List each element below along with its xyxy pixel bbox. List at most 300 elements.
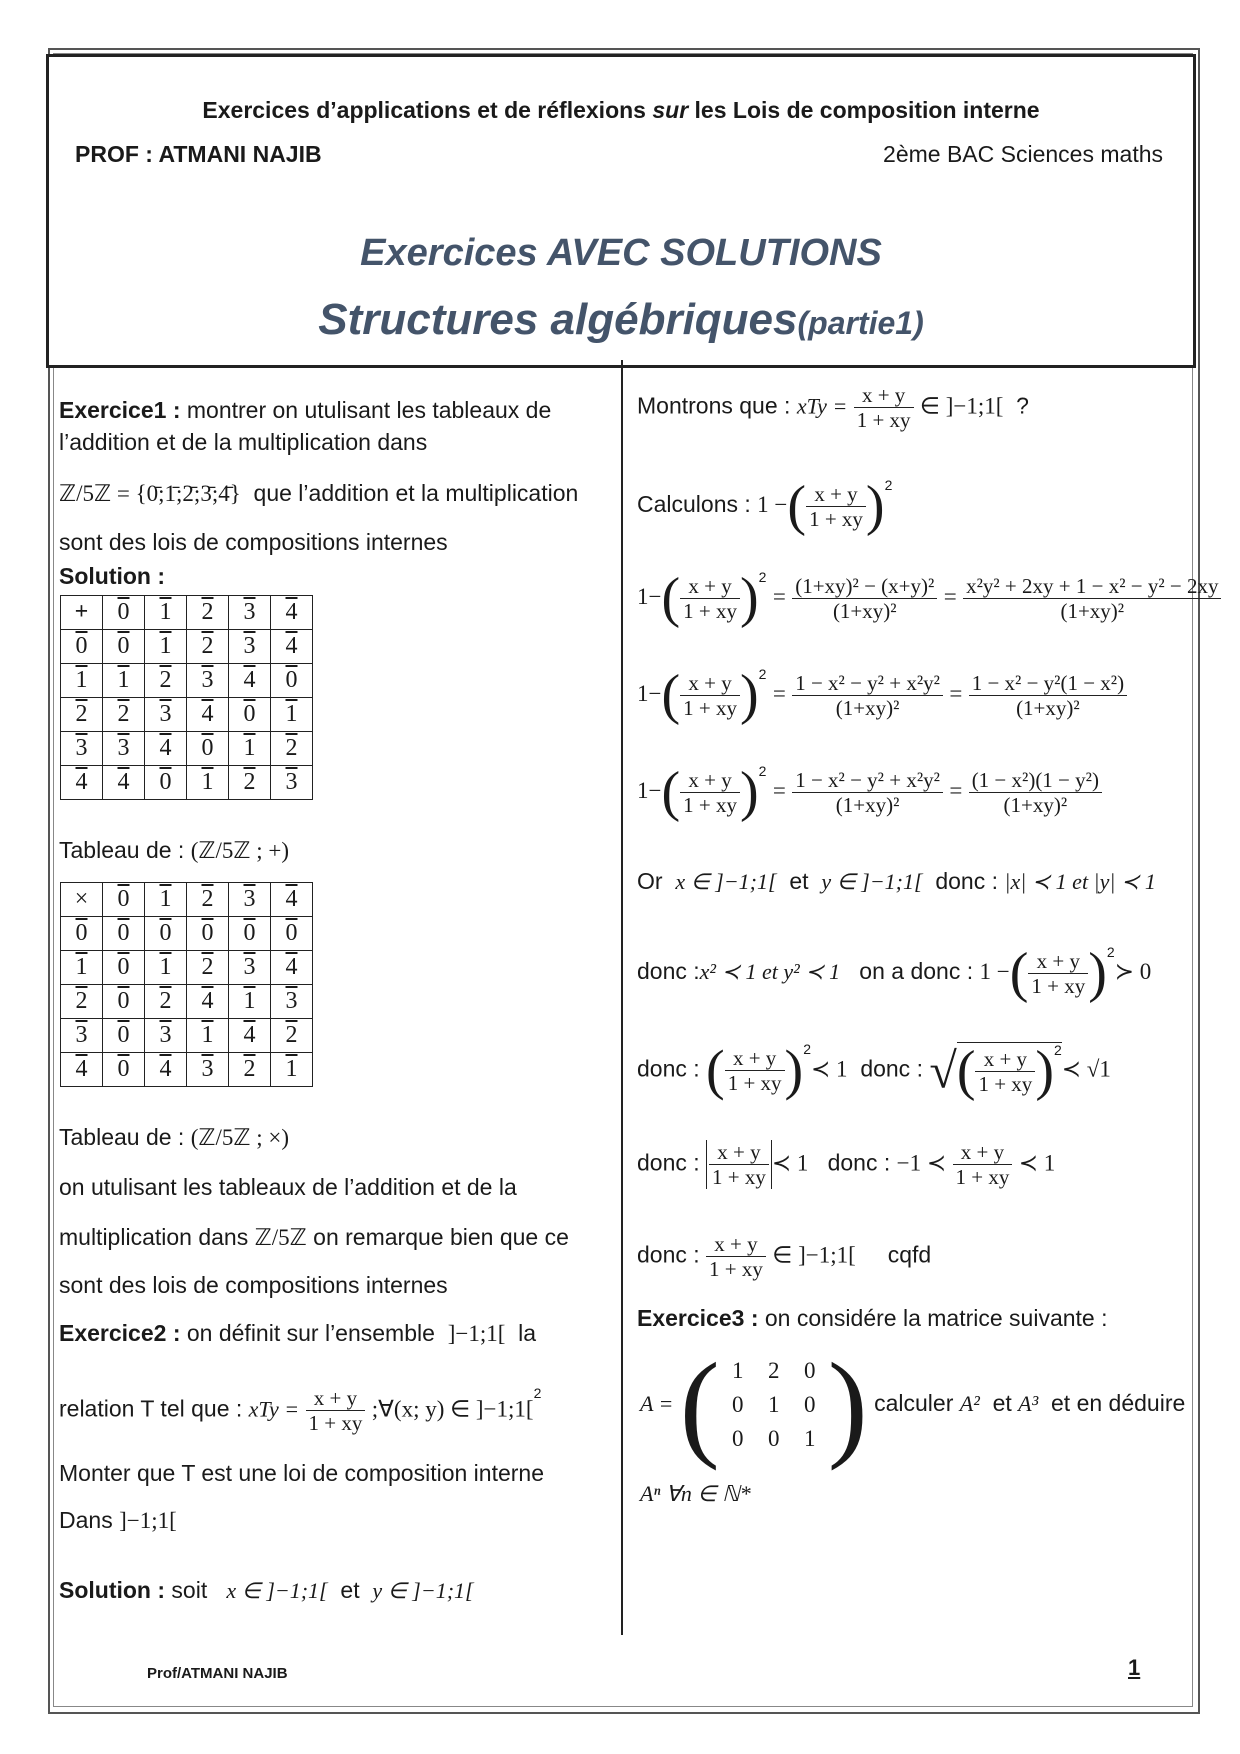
l1-num: x + y (680, 574, 740, 599)
mul-table-cell (61, 985, 103, 1019)
calc-fraction (806, 482, 866, 531)
add-table-cell-value: 1 (159, 633, 172, 659)
mul-table-cell (61, 917, 103, 951)
l2-mid-num: 1 − x² − y² + x²y² (792, 671, 943, 696)
d2-paren-open: ( (706, 1039, 725, 1102)
mul-table-cell-value: 0 (117, 1022, 130, 1048)
l2-exp: 2 (758, 666, 767, 682)
matrix-paren-open: ( (679, 1338, 720, 1471)
add-table-row (61, 630, 313, 664)
add-table-cell-value: 0 (159, 769, 172, 795)
d3-den: 1 + xy (712, 1165, 766, 1189)
add-table-cell-value: 1 (75, 667, 88, 693)
d1-paren-open: ( (1009, 942, 1029, 1004)
mul-table-cell (187, 917, 229, 951)
add-table-cell (187, 732, 229, 766)
matrix-row (720, 1422, 828, 1456)
add-table-cell-value: 2 (201, 633, 214, 659)
add-table-cell-value: + (74, 599, 89, 625)
montrons-fraction (854, 383, 914, 432)
donc-line4 (637, 1232, 931, 1281)
montrons-rhs: ∈ ]−1;1[ (919, 393, 1004, 419)
sol2-et: et (340, 1577, 360, 1603)
add-table-cell (229, 766, 271, 800)
add-table-cell (103, 596, 145, 630)
ex3-a3: A³ (1018, 1391, 1039, 1417)
addition-table (60, 595, 313, 800)
add-table-cell-value: 2 (117, 701, 130, 727)
donc-line3 (637, 1140, 1055, 1189)
or-m2: y ∈ ]−1;1[ (821, 869, 923, 894)
d4-den: 1 + xy (709, 1257, 763, 1281)
l2-one: 1− (637, 681, 662, 707)
matrix-entry: 0 (804, 1392, 816, 1417)
add-table-cell (61, 664, 103, 698)
add-table-cell-value: 4 (285, 599, 298, 625)
mul-table-cell-value: × (74, 886, 89, 912)
d3-pre2: −1 ≺ (896, 1150, 947, 1176)
ex3-et: et (992, 1390, 1012, 1417)
mul-table-cell-value: 0 (117, 920, 130, 946)
d1-post: ≻ 0 (1114, 959, 1152, 985)
add-table-cell (271, 630, 313, 664)
add-table-cell (229, 630, 271, 664)
add-table-cell-value: 1 (159, 599, 172, 625)
add-table-cell (61, 698, 103, 732)
mul-table-cell (187, 1053, 229, 1087)
mul-table-cell (145, 1019, 187, 1053)
mul-table-cell-value: 0 (243, 920, 256, 946)
mul-table-row (61, 1053, 313, 1087)
mul-table-cell (229, 1053, 271, 1087)
mul-table-cell (271, 883, 313, 917)
mul-table-cell (271, 917, 313, 951)
matrix-entry: 1 (732, 1358, 744, 1383)
mul-table-cell (103, 985, 145, 1019)
ex1-text3: que l’addition et la multiplication (253, 480, 579, 506)
mul-table-cell-value: 1 (75, 954, 88, 980)
add-table-cell-value: 0 (75, 633, 88, 659)
d2-label2: donc : (860, 1055, 923, 1082)
title-structures (49, 295, 1193, 345)
add-table-cell-value: 4 (243, 667, 256, 693)
l3-rhs-fraction (969, 768, 1102, 817)
mul-table-cell (103, 951, 145, 985)
mul-table-cell (61, 951, 103, 985)
d1-label2: on a donc : (859, 958, 974, 985)
mul-table-cell (187, 985, 229, 1019)
l3-exp: 2 (758, 763, 767, 779)
calc-exp: 2 (884, 477, 893, 493)
l3-fraction (680, 768, 740, 817)
d4-label: donc : (637, 1241, 700, 1268)
mul-table-cell-value: 0 (117, 954, 130, 980)
mul-table-cell (271, 951, 313, 985)
add-table-cell-value: 1 (117, 667, 130, 693)
matrix-entry: 0 (732, 1426, 744, 1451)
d2-exp: 2 (803, 1041, 811, 1057)
matrix-row (720, 1354, 828, 1388)
l2-eq1: = (772, 681, 786, 707)
add-table-row (61, 698, 313, 732)
add-table-cell-value: 0 (117, 633, 130, 659)
header-box (46, 54, 1196, 368)
add-table-row (61, 596, 313, 630)
mul-table-row (61, 917, 313, 951)
l3-paren-open: ( (661, 761, 681, 823)
add-table-cell-value: 4 (201, 701, 214, 727)
or-m3: |x| ≺ 1 et |y| ≺ 1 (1004, 869, 1156, 894)
l3-num: x + y (680, 768, 740, 793)
d3-post: ≺ 1 (771, 1150, 809, 1176)
mul-table-cell-value: 0 (201, 920, 214, 946)
mul-table-cell-value: 3 (243, 886, 256, 912)
mul-table-cell-value: 0 (285, 920, 298, 946)
d2-label: donc : (637, 1055, 700, 1082)
l3-eq2: = (949, 778, 963, 804)
montrons-den: 1 + xy (856, 408, 911, 432)
add-table-cell (271, 732, 313, 766)
montrons-num: x + y (854, 383, 914, 408)
or-m1: x ∈ ]−1;1[ (675, 869, 777, 894)
l3-den: 1 + xy (683, 792, 737, 817)
ex2-interval: ]−1;1[ (447, 1321, 506, 1346)
mul-table-cell (145, 917, 187, 951)
ex2-text2: relation T tel que : (59, 1395, 243, 1422)
cqfd: cqfd (887, 1241, 932, 1268)
matrix-row (720, 1388, 828, 1422)
add-table-cell-value: 2 (285, 735, 298, 761)
d1-fraction (1028, 949, 1088, 998)
add-table-cell-value: 3 (201, 667, 214, 693)
mul-table-cell-value: 1 (159, 886, 172, 912)
l1-paren-open: ( (661, 567, 681, 629)
montrons-label: Montrons que : (637, 392, 791, 419)
ex1-line2: l’addition et de la multiplication dans (59, 429, 428, 455)
add-table-cell (145, 664, 187, 698)
concl2-math: ℤ/5ℤ (254, 1225, 307, 1250)
ex2-line3: Monter que T est une loi de composition interne (59, 1460, 544, 1486)
tableau-add-label: Tableau de : (59, 837, 185, 863)
l1-mid-den: (1+xy)² (832, 598, 897, 623)
ex3-an: Aⁿ ∀n ∈ ℕ* (640, 1481, 751, 1506)
l3-mid-num: 1 − x² − y² + x²y² (792, 768, 943, 793)
add-table-cell (187, 664, 229, 698)
mul-table-cell-value: 0 (159, 920, 172, 946)
header-subtitle (49, 97, 1193, 124)
add-table-cell (103, 766, 145, 800)
l3-paren-close: ) (739, 761, 759, 823)
ex3-lhs: A = (640, 1391, 674, 1417)
d3-fraction (709, 1140, 769, 1189)
matrix-entry: 0 (732, 1392, 744, 1417)
mul-table-cell-value: 4 (285, 886, 298, 912)
d2b-exp: 2 (1053, 1042, 1062, 1058)
add-table-cell-value: 4 (75, 769, 88, 795)
mul-table-cell (103, 917, 145, 951)
mul-table-cell (145, 1053, 187, 1087)
or-et: et (789, 868, 809, 894)
add-table-cell-value: 3 (285, 769, 298, 795)
d1-paren-close: ) (1088, 942, 1107, 1004)
mul-table-cell (271, 985, 313, 1019)
donc-line1 (637, 942, 1152, 1004)
l1-rhs-fraction (963, 574, 1221, 623)
sqrt-body (956, 1040, 1062, 1102)
tableau-add-math: (ℤ/5ℤ ; +) (190, 838, 290, 863)
ex3-label: Exercice3 : (637, 1305, 759, 1331)
l3-mid-fraction (792, 768, 943, 817)
add-table-cell (61, 732, 103, 766)
l3-rhs-num: (1 − x²)(1 − y²) (969, 768, 1102, 793)
l3-eq1: = (772, 778, 786, 804)
mul-table-cell-value: 0 (117, 1056, 130, 1082)
d3-label: donc : (637, 1149, 700, 1176)
matrix-entry: 2 (768, 1358, 780, 1383)
add-table-cell-value: 0 (201, 735, 214, 761)
mul-table-cell-value: 3 (75, 1022, 88, 1048)
expansion-line1 (637, 567, 1221, 629)
ex3-text1: on considére la matrice suivante : (758, 1305, 1108, 1331)
ex2-text4: Dans (59, 1507, 113, 1533)
l1-eq2: = (943, 584, 957, 610)
add-table-cell-value: 2 (159, 667, 172, 693)
add-table-cell-value: 3 (159, 701, 172, 727)
add-table-cell-value: 4 (159, 735, 172, 761)
montrons-question: ? (1016, 392, 1029, 419)
mul-table-cell-value: 4 (243, 1022, 256, 1048)
add-table-cell-value: 0 (243, 701, 256, 727)
add-table-cell (145, 596, 187, 630)
mul-table-cell-value: 4 (75, 1056, 88, 1082)
add-table-cell (187, 698, 229, 732)
ex3-text3: et en déduire (1051, 1390, 1186, 1417)
mul-table-cell-value: 3 (201, 1056, 214, 1082)
d2b-num: x + y (975, 1047, 1035, 1072)
l1-exp: 2 (758, 569, 767, 585)
header-level: 2ème BAC Sciences maths (883, 141, 1163, 167)
title-main: Structures algébriques (318, 295, 798, 344)
sol2-m1: x ∈ ]−1;1[ (226, 1578, 328, 1603)
l1-one: 1− (637, 584, 662, 610)
title-part: (partie1) (797, 305, 924, 341)
tableau-mul-line (59, 1122, 289, 1153)
mul-table-cell-value: 1 (243, 988, 256, 1014)
ex2-def-exp: 2 (533, 1385, 542, 1401)
mul-table-cell-value: 2 (243, 1056, 256, 1082)
mul-table-cell-value: 2 (75, 988, 88, 1014)
mul-table-cell (271, 1019, 313, 1053)
ex2-text1b: la (518, 1320, 537, 1346)
mul-table-cell-value: 2 (201, 886, 214, 912)
d2b-paren-close: ) (1035, 1040, 1054, 1102)
l2-rhs-fraction (969, 671, 1127, 720)
add-table-cell (61, 596, 103, 630)
mul-table-cell (229, 883, 271, 917)
l2-rhs-den: (1+xy)² (1016, 695, 1080, 720)
calc-den: 1 + xy (809, 506, 863, 531)
l2-den: 1 + xy (683, 695, 737, 720)
ex3-a2: A² (959, 1391, 980, 1417)
add-table-cell (103, 698, 145, 732)
add-table-cell-value: 3 (243, 633, 256, 659)
title-exercices: Exercices AVEC SOLUTIONS (360, 232, 882, 274)
ex1-label: Exercice1 : (59, 397, 181, 423)
l1-rhs-den: (1+xy)² (1060, 598, 1125, 623)
ex2-line1 (59, 1318, 536, 1349)
l1-mid-num: (1+xy)² − (x+y)² (792, 574, 937, 599)
mul-table-cell (187, 883, 229, 917)
mul-table-cell (229, 985, 271, 1019)
sqrt-symbol: √ (929, 1042, 957, 1099)
add-table-cell (271, 698, 313, 732)
add-table-cell (187, 630, 229, 664)
conclusion-line2 (59, 1222, 569, 1253)
mul-table-cell-value: 1 (159, 954, 172, 980)
add-table-cell (229, 732, 271, 766)
tableau-add-line (59, 835, 289, 866)
d4-num: x + y (706, 1232, 766, 1257)
add-table-cell-value: 4 (117, 769, 130, 795)
mul-table-cell-value: 1 (285, 1056, 298, 1082)
l2-num: x + y (680, 671, 740, 696)
ex3-line2 (640, 1338, 1186, 1471)
donc-line2 (637, 1039, 1111, 1102)
d2-den: 1 + xy (727, 1071, 782, 1095)
mul-table-row (61, 985, 313, 1019)
mul-table-cell (103, 1019, 145, 1053)
mul-table-cell-value: 0 (117, 886, 130, 912)
matrix-entry: 0 (768, 1426, 780, 1451)
mul-table-row (61, 1019, 313, 1053)
add-table-cell (61, 630, 103, 664)
mul-table-cell-value: 2 (201, 954, 214, 980)
add-table-row (61, 664, 313, 698)
add-table-cell (145, 732, 187, 766)
ex2-def-fraction (306, 1386, 366, 1435)
add-table-cell (103, 664, 145, 698)
column-divider (621, 360, 623, 1635)
calc-num: x + y (806, 482, 866, 507)
multiplication-table (60, 882, 313, 1087)
matrix-entry: 1 (804, 1426, 816, 1451)
add-table-cell (145, 630, 187, 664)
footer-page-number: 1 (1128, 1655, 1141, 1680)
calculons-line (637, 475, 893, 537)
mul-table-cell-value: 0 (75, 920, 88, 946)
mul-table-cell (271, 1053, 313, 1087)
add-table-cell (271, 664, 313, 698)
or-line (637, 866, 1156, 897)
ex2-def-rhs: ;∀(x; y) ∈ ]−1;1[ (371, 1396, 534, 1422)
add-table-cell-value: 3 (243, 599, 256, 625)
abs-value (706, 1140, 772, 1189)
ex1-set-math: ℤ/5ℤ = {0̄;1̄;2̄;3̄;4̄} (59, 481, 241, 506)
add-table-cell-value: 3 (75, 735, 88, 761)
mul-table-cell-value: 1 (201, 1022, 214, 1048)
l3-mid-den: (1+xy)² (835, 792, 900, 817)
ex1-text1: montrer on utulisant les tableaux de (180, 397, 552, 423)
matrix-A (720, 1354, 828, 1456)
add-table-row (61, 732, 313, 766)
add-table-cell (271, 766, 313, 800)
solution2-line (59, 1575, 474, 1606)
mul-table-cell (61, 1019, 103, 1053)
calc-paren-open: ( (787, 475, 807, 537)
d1-pre: 1 − (979, 959, 1010, 985)
conclusion-line1: on utulisant les tableaux de l’addition et de la (59, 1174, 517, 1200)
ex1-line4: sont des lois de compositions internes (59, 529, 448, 555)
d2b-paren-open: ( (956, 1040, 976, 1102)
ex3-text2: calculer (874, 1390, 954, 1417)
tableau-mul-label: Tableau de : (59, 1124, 185, 1150)
add-table-cell (61, 766, 103, 800)
add-table-cell (229, 698, 271, 732)
d1-den: 1 + xy (1031, 973, 1086, 998)
add-table-cell-value: 1 (201, 769, 214, 795)
d2-post2: ≺ √1 (1061, 1056, 1111, 1082)
mul-table-cell (103, 883, 145, 917)
mul-table-row (61, 883, 313, 917)
add-table-cell (229, 596, 271, 630)
d1-num: x + y (1028, 949, 1088, 974)
d3-post2: ≺ 1 (1018, 1150, 1056, 1176)
add-table-cell (145, 698, 187, 732)
d3b-den: 1 + xy (955, 1165, 1010, 1189)
mul-table-cell (145, 883, 187, 917)
mul-table-cell (145, 951, 187, 985)
ex3-line1 (637, 1303, 1108, 1333)
add-table-cell-value: 1 (285, 701, 298, 727)
d3-num: x + y (709, 1140, 769, 1165)
mul-table-cell (145, 985, 187, 1019)
mul-table-row (61, 951, 313, 985)
sol2-m2: y ∈ ]−1;1[ (372, 1578, 474, 1603)
mul-table-cell (61, 883, 103, 917)
d2-post: ≺ 1 (811, 1056, 848, 1082)
matrix-entry: 0 (804, 1358, 816, 1383)
d2-paren-close: ) (784, 1039, 804, 1102)
conclusion-line3: sont des lois de compositions internes (59, 1272, 448, 1298)
concl2a: multiplication dans (59, 1224, 249, 1250)
mul-table-cell (187, 1019, 229, 1053)
expansion-line2 (637, 664, 1127, 726)
ex3-line3 (640, 1478, 751, 1509)
mul-table-cell-value: 3 (159, 1022, 172, 1048)
mul-table-cell-value: 3 (243, 954, 256, 980)
l1-paren-close: ) (739, 567, 759, 629)
l1-den: 1 + xy (683, 598, 737, 623)
sol2-text: soit (165, 1577, 208, 1603)
subtitle-italic: sur (652, 97, 689, 123)
l2-eq2: = (949, 681, 963, 707)
add-table-row (61, 766, 313, 800)
l2-rhs-num: 1 − x² − y²(1 − x²) (969, 671, 1127, 696)
add-table-cell (145, 766, 187, 800)
l2-mid-fraction (792, 671, 943, 720)
mul-table-cell (61, 1053, 103, 1087)
d4-post: ∈ ]−1;1[ (772, 1242, 856, 1268)
d3b-fraction (953, 1140, 1013, 1189)
l1-mid-fraction (792, 574, 937, 623)
matrix-paren-close: ) (827, 1338, 868, 1471)
mul-table-cell-value: 4 (285, 954, 298, 980)
l1-fraction (680, 574, 740, 623)
subtitle-part2: les Lois de composition interne (694, 97, 1040, 123)
solution1-label: Solution : (59, 563, 166, 589)
mul-table-cell (187, 951, 229, 985)
matrix-table (720, 1354, 828, 1456)
